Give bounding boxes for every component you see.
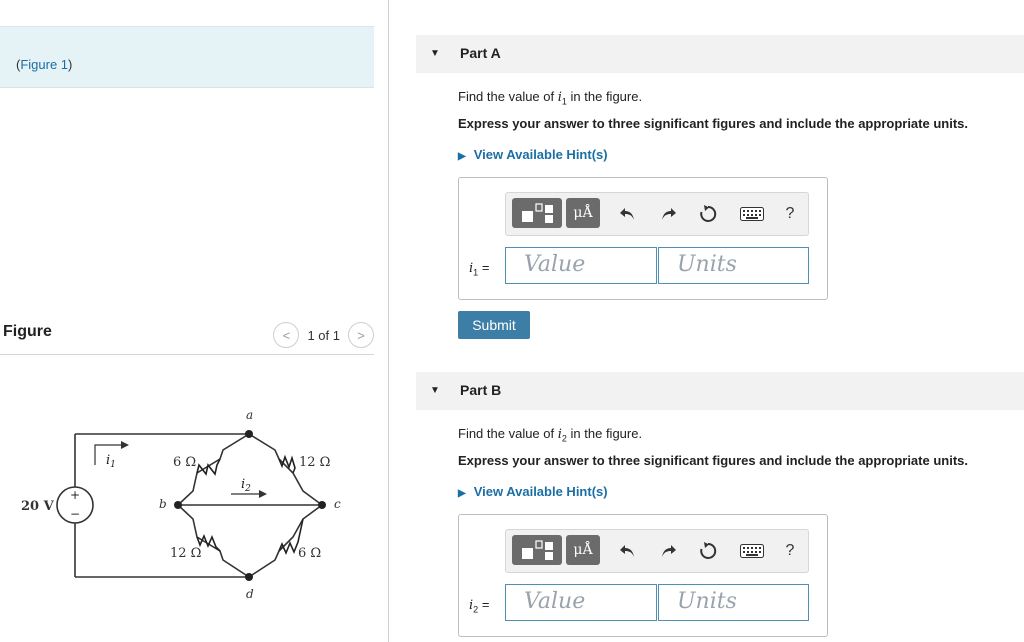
part-b-toolbar — [505, 529, 809, 573]
current-i1-arrowhead — [121, 441, 129, 449]
part-b-units-input[interactable]: Units — [658, 584, 809, 621]
figure-pager — [273, 322, 374, 348]
current-i2-label: $i_2$ — [241, 477, 251, 494]
figure-header — [0, 320, 374, 355]
resistor-12-bottom-label: 12 Ω — [170, 546, 202, 561]
part-b-collapse-icon[interactable]: ▼ — [430, 385, 440, 396]
resistor-6-top-label: 6 Ω — [173, 455, 197, 470]
pager-label: 1 of 1 — [307, 327, 340, 343]
part-a-header[interactable] — [416, 35, 1024, 73]
template-icon[interactable] — [512, 198, 562, 228]
node-c-dot — [318, 501, 326, 509]
part-b-var: i — [557, 427, 562, 442]
circuit-diagram — [0, 395, 374, 610]
part-a-units-input[interactable]: Units — [658, 247, 809, 284]
part-a-answer-box — [458, 177, 828, 300]
part-b-answer-box — [458, 514, 828, 637]
node-a-dot — [245, 430, 253, 438]
part-a-variable-label — [469, 260, 489, 278]
keyboard-icon[interactable] — [738, 539, 766, 563]
part-a-eq-sub: 1 — [473, 267, 479, 278]
figure-title: Figure — [3, 323, 52, 340]
keyboard-icon[interactable] — [738, 202, 766, 226]
figure-panel — [0, 0, 389, 642]
undo-icon[interactable] — [616, 202, 640, 226]
next-figure-button[interactable]: > — [348, 322, 374, 348]
part-a-eq-var: i — [469, 261, 474, 276]
source-minus: − — [69, 507, 81, 521]
current-i2-arrowhead — [259, 490, 267, 498]
figure-link-close: ) — [68, 57, 73, 72]
part-a-value-input[interactable]: Value — [505, 247, 657, 284]
help-icon[interactable]: ? — [785, 205, 795, 222]
help-icon[interactable]: ? — [785, 542, 795, 559]
hint-caret-icon: ▶ — [458, 151, 466, 162]
figure-link-label[interactable]: Figure 1 — [20, 57, 69, 72]
part-a-hint-link[interactable] — [458, 147, 608, 162]
figure-link[interactable] — [16, 57, 72, 72]
node-d-dot — [245, 573, 253, 581]
node-d-label: d — [246, 587, 254, 601]
part-b-question — [458, 426, 642, 444]
prev-figure-button[interactable]: < — [273, 322, 299, 348]
part-a-var-sub: 1 — [561, 96, 567, 107]
part-b-variable-label — [469, 597, 489, 615]
redo-icon[interactable] — [656, 539, 680, 563]
part-a-collapse-icon[interactable]: ▼ — [430, 48, 440, 59]
part-b-hint-label[interactable]: View Available Hint(s) — [473, 484, 608, 499]
part-a-question — [458, 89, 642, 107]
reset-icon[interactable] — [696, 539, 720, 563]
part-a-toolbar — [505, 192, 809, 236]
units-button[interactable]: μÅ — [566, 535, 600, 565]
part-b-header[interactable] — [416, 372, 1024, 410]
part-a-hint-label[interactable]: View Available Hint(s) — [473, 147, 608, 162]
figure-link-box — [0, 26, 374, 88]
part-b-question-post: in the figure. — [566, 426, 643, 441]
part-a-eq-sign: = — [481, 260, 490, 275]
part-a-title: Part A — [460, 45, 501, 61]
part-b-value-input[interactable]: Value — [505, 584, 657, 621]
node-b-label: b — [159, 497, 167, 511]
resistor-6-bottom-label: 6 Ω — [298, 546, 322, 561]
source-voltage-label: 20 V — [21, 499, 54, 514]
resistor-12-top-label: 12 Ω — [299, 455, 331, 470]
part-b-eq-sign: = — [481, 597, 490, 612]
template-icon[interactable] — [512, 535, 562, 565]
units-button[interactable]: μÅ — [566, 198, 600, 228]
reset-icon[interactable] — [696, 202, 720, 226]
part-b-question-pre: Find the value of — [458, 426, 558, 441]
part-b-title: Part B — [460, 382, 502, 398]
part-b-instruction: Express your answer to three significant figures and include the appropriate units. — [458, 453, 968, 468]
part-b-var-sub: 2 — [561, 433, 567, 444]
part-b-eq-var: i — [469, 598, 474, 613]
node-a-label: a — [246, 408, 254, 422]
undo-icon[interactable] — [616, 539, 640, 563]
current-i1-label: $i_1$ — [106, 453, 116, 470]
part-a-question-post: in the figure. — [566, 89, 643, 104]
redo-icon[interactable] — [656, 202, 680, 226]
node-c-label: c — [334, 497, 341, 511]
node-b-dot — [174, 501, 182, 509]
part-a-var: i — [557, 90, 562, 105]
part-a-instruction: Express your answer to three significant figures and include the appropriate units. — [458, 116, 968, 131]
resistor-12-top — [279, 457, 295, 473]
figure-link-open: ( — [16, 57, 21, 72]
part-a-submit-button[interactable]: Submit — [458, 311, 530, 339]
part-a-question-pre: Find the value of — [458, 89, 558, 104]
part-b-hint-link[interactable] — [458, 484, 608, 499]
branch-dc — [249, 505, 322, 577]
source-plus: + — [69, 488, 81, 502]
part-b-eq-sub: 2 — [473, 604, 479, 615]
hint-caret-icon: ▶ — [458, 488, 466, 499]
